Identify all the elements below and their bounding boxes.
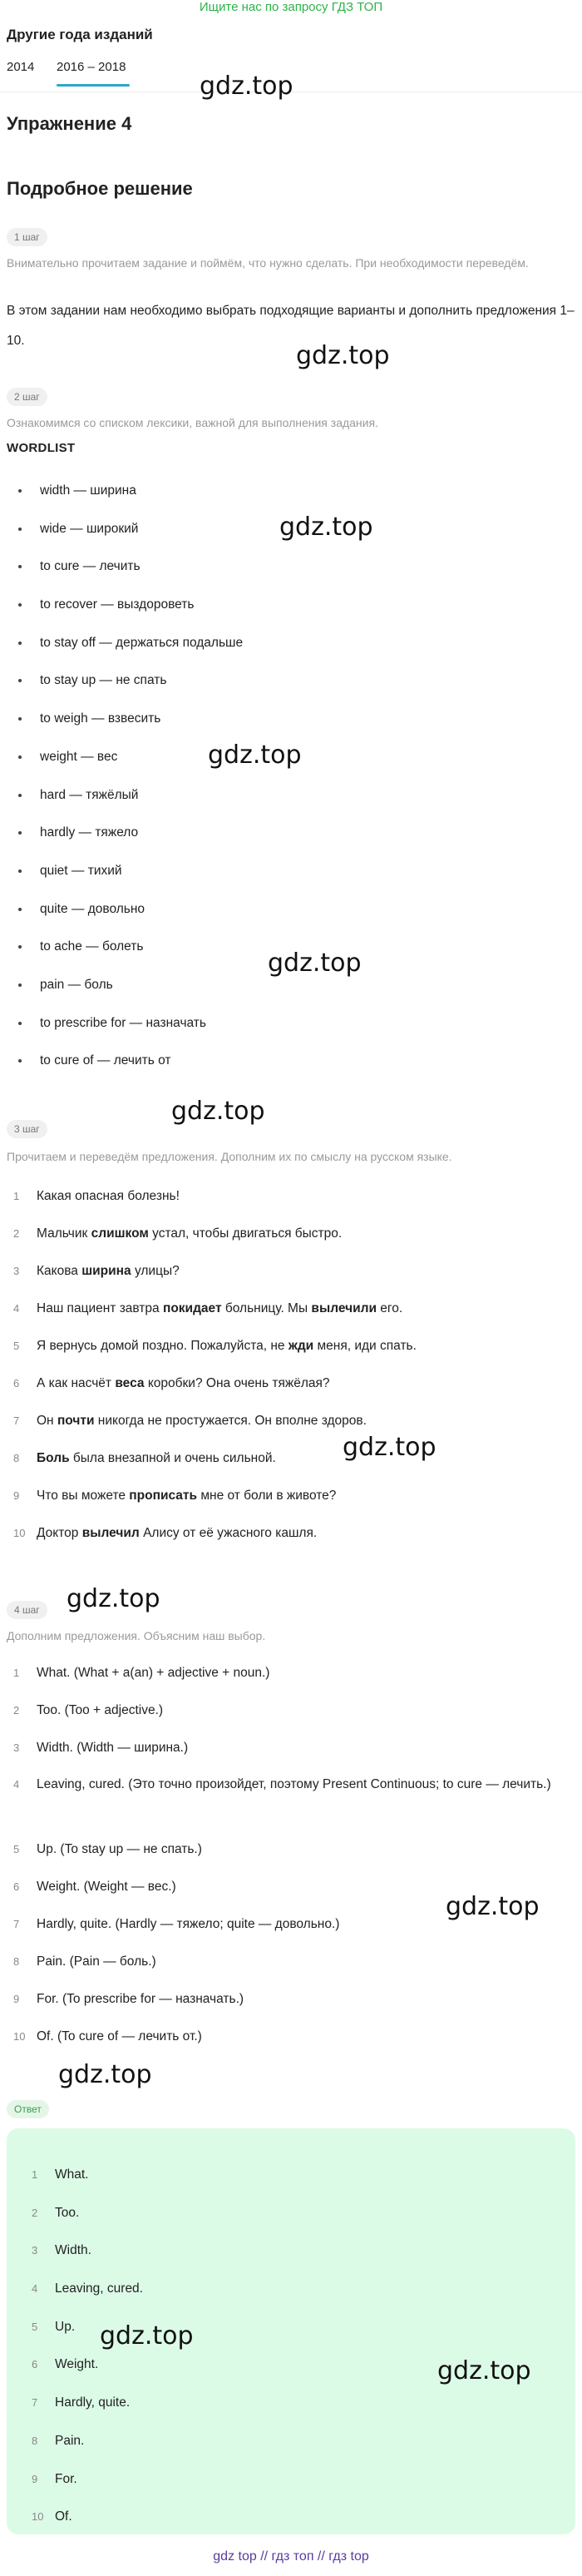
highlighted-word: прописать (129, 1489, 198, 1503)
watermark: gdz.top (279, 513, 373, 542)
list-item (7, 1224, 575, 1261)
item-number: 7 (32, 2396, 38, 2410)
list-item (7, 1771, 575, 1840)
item-number: 1 (13, 1667, 20, 1679)
explanation-list (7, 1663, 575, 2064)
watermark: gdz.top (58, 2060, 152, 2089)
list-item: quiet — тихий (7, 861, 575, 899)
list-item: to stay up — не спать (7, 671, 575, 709)
list-item (7, 1663, 575, 1701)
item-text: For. (55, 2471, 77, 2486)
highlighted-word: жди (288, 1339, 314, 1353)
list-item (23, 2279, 555, 2317)
list-item: width — ширина (7, 481, 575, 519)
item-number: 2 (32, 2206, 38, 2219)
item-number: 10 (13, 2030, 26, 2043)
step-text: В этом задании нам необходимо выбрать подходящие варианты и дополнить предложения 1–10. (7, 304, 575, 348)
item-number: 3 (32, 2244, 38, 2257)
list-item: to ache — болеть (7, 937, 575, 975)
highlighted-word: вылечили (311, 1301, 377, 1315)
list-item: hardly — тяжело (7, 823, 575, 861)
highlighted-word: слишком (91, 1226, 149, 1241)
item-number: 8 (13, 1452, 20, 1464)
list-item: to stay off — держаться подальше (7, 633, 575, 671)
watermark: gdz.top (296, 341, 390, 370)
item-number: 5 (13, 1843, 20, 1855)
sentence-text: Я вернусь домой поздно. Пожалуйста, не (37, 1339, 289, 1353)
wordlist-title: WORDLIST (7, 441, 76, 455)
item-number: 2 (13, 1704, 20, 1717)
list-item: to cure of — лечить от (7, 1051, 575, 1089)
item-number: 6 (13, 1880, 20, 1893)
highlighted-word: почти (57, 1414, 95, 1428)
watermark: gdz.top (446, 1892, 540, 1921)
item-number: 5 (13, 1340, 20, 1352)
item-text: For. (To prescribe for — назначать.) (37, 1992, 244, 2006)
list-item: weight — вес (7, 747, 575, 785)
item-text: Weight. (Weight — вес.) (37, 1880, 176, 1894)
item-number: 4 (13, 1302, 20, 1315)
sentence-text: Наш пациент завтра (37, 1301, 163, 1315)
item-number: 3 (13, 1741, 20, 1754)
list-item (23, 2469, 555, 2508)
highlighted-word: Боль (37, 1451, 70, 1465)
item-number: 6 (13, 1377, 20, 1390)
list-item: to recover — выздороветь (7, 595, 575, 633)
footer-links[interactable]: gdz top // гдз топ // гдз top (213, 2549, 369, 2564)
item-number: 8 (13, 1955, 20, 1968)
watermark: gdz.top (200, 72, 293, 101)
sentence-text: его. (376, 1301, 403, 1315)
step-badge: 4 шаг (7, 1601, 47, 1619)
list-item: pain — боль (7, 975, 575, 1013)
item-text: Leaving, cured. (Это точно произойдет, поэтому Present Continuous; to cure — лечить.) (37, 1777, 551, 1791)
item-text: Pain. (55, 2433, 85, 2448)
item-text: Hardly, quite. (Hardly — тяжело; quite — довольно.) (37, 1917, 340, 1931)
list-item (7, 1952, 575, 1989)
item-text: Too. (Too + adjective.) (37, 1703, 164, 1717)
list-item (7, 1486, 575, 1523)
item-text: Width. (55, 2243, 91, 2258)
highlighted-word: покидает (162, 1301, 222, 1315)
sentence-text: коробки? Она очень тяжёлая? (144, 1376, 330, 1390)
item-number: 7 (13, 1918, 20, 1930)
list-item (7, 1449, 575, 1486)
list-item (23, 2393, 555, 2431)
item-number: 4 (13, 1778, 20, 1791)
item-number: 1 (32, 2168, 38, 2181)
sentence-text: Алису от её ужасного кашля. (139, 1526, 318, 1540)
item-number: 7 (13, 1414, 20, 1427)
list-item (7, 1299, 575, 1336)
sentence-text: Какова (37, 1264, 82, 1278)
answer-badge: Ответ (7, 2100, 49, 2118)
item-number: 9 (13, 1489, 20, 1502)
item-number: 9 (32, 2472, 38, 2485)
highlighted-word: ширина (81, 1264, 131, 1278)
item-number: 1 (13, 1190, 20, 1202)
sentence-text: устал, чтобы двигаться быстро. (148, 1226, 343, 1241)
step-badge: 3 шаг (7, 1120, 47, 1138)
item-text: Width. (Width — ширина.) (37, 1741, 189, 1755)
sentence-text: была внезапной и очень сильной. (69, 1451, 276, 1465)
watermark: gdz.top (100, 2321, 194, 2351)
sentence-text: Доктор (37, 1526, 82, 1540)
list-item (7, 1374, 575, 1411)
other-years-title: Другие года изданий (7, 27, 153, 42)
list-item (23, 2203, 555, 2242)
search-us-banner[interactable]: Ищите нас по запросу ГДЗ ТОП (199, 0, 383, 14)
item-text: Leaving, cured. (55, 2281, 143, 2296)
year-tab-2014[interactable]: 2014 (7, 60, 35, 74)
item-text: Weight. (55, 2357, 99, 2372)
watermark: gdz.top (208, 741, 302, 770)
wordlist (7, 481, 575, 1089)
sentence-text: Он (37, 1414, 57, 1428)
watermark: gdz.top (67, 1584, 160, 1613)
list-item (7, 1411, 575, 1449)
year-tab-2016-2018[interactable]: 2016 – 2018 (57, 60, 126, 74)
list-item (7, 1186, 575, 1224)
item-number: 5 (32, 2320, 38, 2333)
item-text: Hardly, quite. (55, 2395, 131, 2410)
step-badge: 2 шаг (7, 388, 47, 406)
watermark: gdz.top (171, 1097, 265, 1126)
step-badge: 1 шаг (7, 228, 47, 246)
item-number: 2 (13, 1227, 20, 1240)
list-item (7, 2027, 575, 2064)
list-item (7, 1523, 575, 1561)
sentence-text: больницу. Мы (221, 1301, 312, 1315)
list-item (7, 1989, 575, 2027)
item-number: 3 (13, 1265, 20, 1277)
watermark: gdz.top (343, 1433, 436, 1462)
list-item (23, 2431, 555, 2469)
item-number: 6 (32, 2358, 38, 2371)
sentence-text: Какая опасная болезнь! (37, 1189, 180, 1203)
list-item (7, 1840, 575, 1877)
answer-list (23, 2165, 555, 2545)
list-item: wide — широкий (7, 519, 575, 557)
list-item (7, 1261, 575, 1299)
sentence-text: Что вы можете (37, 1489, 130, 1503)
item-number: 8 (32, 2434, 38, 2447)
step-hint: Ознакомимся со списком лексики, важной для выполнения задания. (7, 416, 378, 429)
exercise-title: Упражнение 4 (7, 113, 132, 134)
list-item: quite — довольно (7, 899, 575, 938)
step-hint: Внимательно прочитаем задание и поймём, что нужно сделать. При необходимости переведём. (7, 256, 529, 270)
solution-title: Подробное решение (7, 178, 193, 199)
item-text: Of. (To cure of — лечить от.) (37, 2029, 202, 2043)
active-tab-indicator (57, 84, 130, 87)
item-text: What. (What + a(an) + adjective + noun.) (37, 1666, 270, 1680)
step-hint: Дополним предложения. Объясним наш выбор. (7, 1629, 266, 1642)
list-item (23, 2507, 555, 2545)
watermark: gdz.top (437, 2356, 531, 2385)
sentence-text: А как насчёт (37, 1376, 116, 1390)
list-item: hard — тяжёлый (7, 785, 575, 824)
item-number: 10 (32, 2510, 44, 2524)
sentence-text: мне от боли в животе? (197, 1489, 337, 1503)
item-text: Of. (55, 2509, 72, 2524)
item-number: 4 (32, 2282, 38, 2296)
item-text: Pain. (Pain — боль.) (37, 1954, 156, 1969)
highlighted-word: вылечил (81, 1526, 140, 1540)
item-number: 9 (13, 1993, 20, 2005)
highlighted-word: веса (115, 1376, 145, 1390)
list-item: to cure — лечить (7, 557, 575, 595)
list-item (7, 1336, 575, 1374)
sentence-list (7, 1186, 575, 1561)
sentence-text: никогда не простужается. Он вполне здоров. (94, 1414, 367, 1428)
item-text: Too. (55, 2205, 80, 2220)
list-item (23, 2165, 555, 2203)
item-text: Up. (55, 2319, 76, 2334)
watermark: gdz.top (268, 949, 362, 978)
sentence-text: меня, иди спать. (313, 1339, 417, 1353)
item-text: Up. (To stay up — не спать.) (37, 1842, 202, 1856)
list-item: to prescribe for — назначать (7, 1013, 575, 1052)
step-hint: Прочитаем и переведём предложения. Дополним их по смыслу на русском языке. (7, 1150, 452, 1163)
sentence-text: Мальчик (37, 1226, 91, 1241)
list-item: to weigh — взвесить (7, 709, 575, 747)
list-item (23, 2241, 555, 2279)
item-number: 10 (13, 1527, 26, 1539)
sentence-text: улицы? (131, 1264, 180, 1278)
list-item (7, 1701, 575, 1738)
item-text: What. (55, 2167, 89, 2182)
